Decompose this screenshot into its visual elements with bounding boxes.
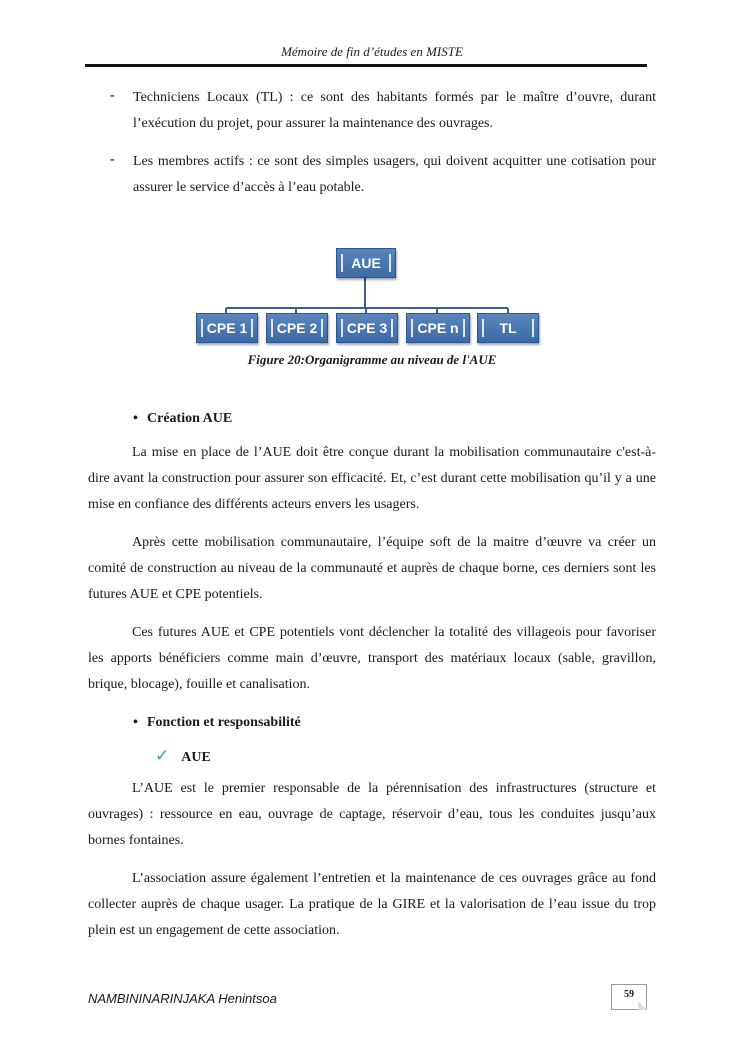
section-heading-text: Création AUE bbox=[147, 411, 233, 426]
paragraph: L’association assure également l’entretien et la maintenance de ces ouvrages grâce au fond collecter auprès de chaque usager. La pratique de la GIRE et la valorisation de l’eau issue du trop plein est un engagement de cette association. bbox=[88, 871, 656, 938]
section-heading-text: Fonction et responsabilité bbox=[147, 715, 301, 730]
bullet-dot-icon: • bbox=[133, 411, 138, 426]
figure-caption: Figure 20:Organigramme au niveau de l'AUE bbox=[247, 352, 497, 367]
checkmark-bullet-icon: ✓ bbox=[155, 746, 170, 766]
org-box-child: CPE 2 bbox=[266, 313, 328, 343]
running-header: Mémoire de fin d’études en MISTE bbox=[281, 44, 463, 59]
paragraph: L’AUE est le premier responsable de la pérennisation des infrastructures (structure et ouvrages) : ressource en eau, ouvrage de captage, réservoir d’eau, tous les conduites jusqu’aux bornes fontaines. bbox=[88, 781, 656, 848]
org-box-child: CPE n bbox=[406, 313, 470, 343]
dash-marker: - bbox=[110, 88, 115, 103]
sub-heading-text: AUE bbox=[181, 750, 211, 765]
section-heading bbox=[133, 715, 301, 731]
org-box-child: CPE 1 bbox=[196, 313, 258, 343]
org-chart-connectors bbox=[0, 0, 744, 360]
footer-author: NAMBININARINJAKA Henintsoa bbox=[88, 991, 277, 1006]
page-number: 59 bbox=[611, 984, 647, 1010]
section-heading bbox=[133, 411, 232, 427]
sub-heading bbox=[155, 746, 211, 766]
dash-item-text: Les membres actifs : ce sont des simples usagers, qui doivent acquitter une cotisation pour assurer le service d’accès à l’eau potable. bbox=[133, 154, 656, 195]
org-box-child: CPE 3 bbox=[336, 313, 398, 343]
paragraph: La mise en place de l’AUE doit être conçue durant la mobilisation communautaire c'est-à-dire avant la construction pour assurer son efficacité. Et, c’est durant cette mobilisation qu’il y a une mise en confiance des différents acteurs envers les usagers. bbox=[88, 445, 656, 512]
org-box-root: AUE bbox=[336, 248, 396, 278]
org-box-child: TL bbox=[477, 313, 539, 343]
dash-marker: - bbox=[110, 152, 115, 167]
paragraph: Après cette mobilisation communautaire, l’équipe soft de la maitre d’œuvre va créer un comité de construction au niveau de la communauté et auprès de chaque borne, ces derniers sont les futures AUE et CPE potentiels. bbox=[88, 535, 656, 602]
dash-item-text: Techniciens Locaux (TL) : ce sont des habitants formés par le maître d’ouvre, durant l’exécution du projet, pour assurer la maintenance des ouvrages. bbox=[133, 90, 656, 131]
paragraph: Ces futures AUE et CPE potentiels vont déclencher la totalité des villageois pour favoriser les apports bénéficiers comme main d’œuvre, transport des matériaux locaux (sable, gravillon, brique, blocage), fouille et canalisation. bbox=[88, 625, 656, 692]
bullet-dot-icon: • bbox=[133, 715, 138, 730]
